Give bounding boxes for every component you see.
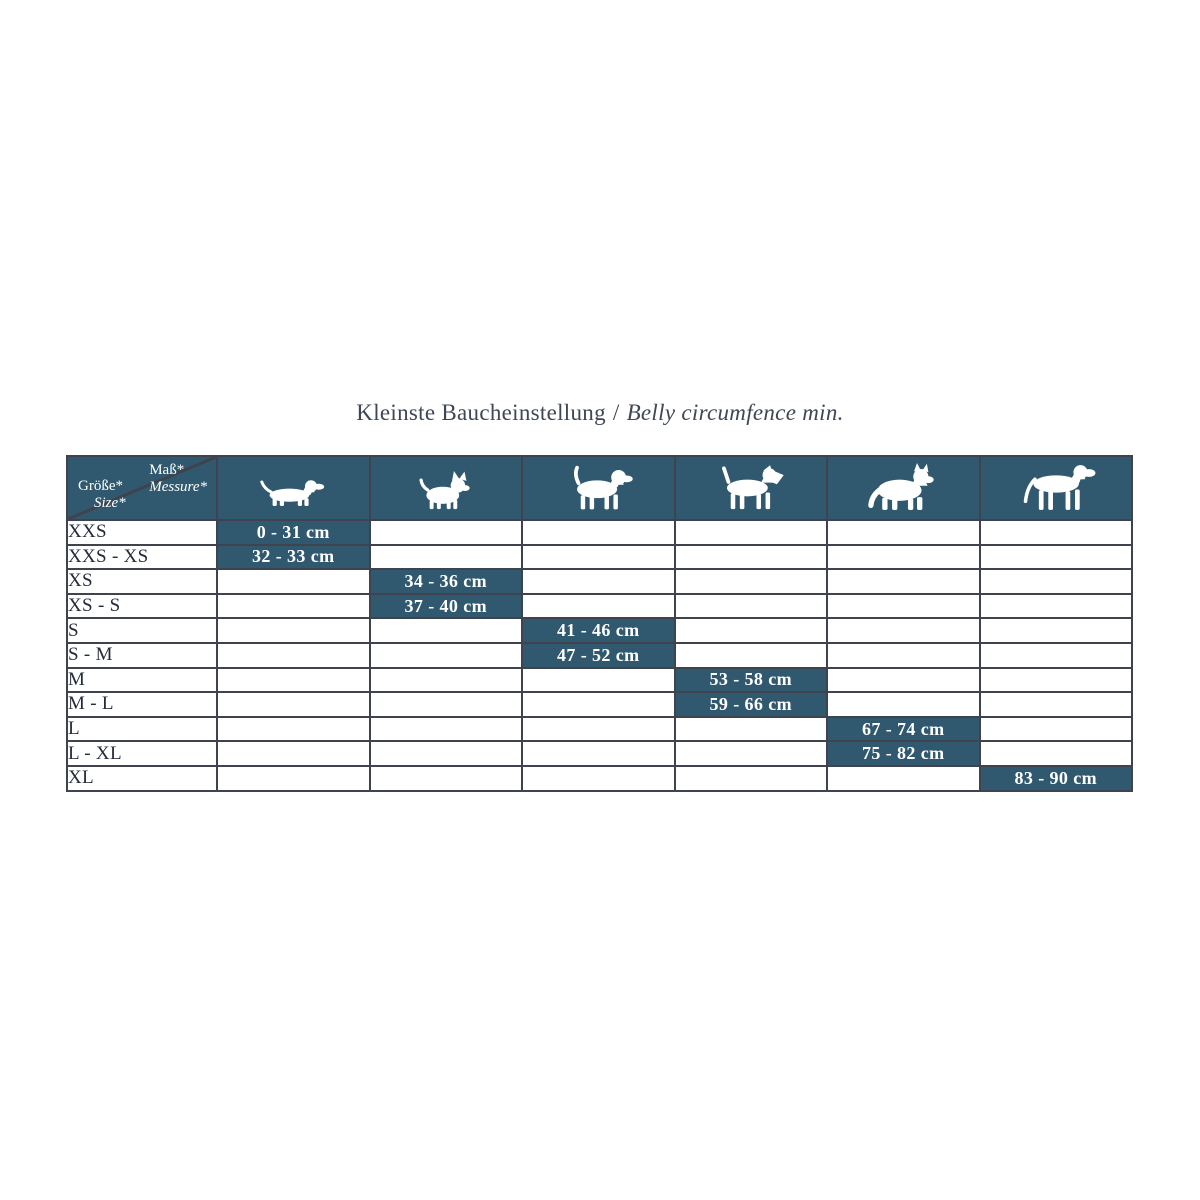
size-label: M - L [67, 692, 217, 717]
size-label-de: Größe* [78, 477, 123, 494]
empty-cell [370, 741, 523, 766]
yorkshire-terrier-icon [371, 469, 522, 515]
size-chart-table [66, 455, 1133, 792]
size-label-en: Size* [94, 494, 126, 511]
table-row [67, 545, 1132, 570]
size-label: XS - S [67, 594, 217, 619]
empty-cell [370, 766, 523, 791]
empty-cell [675, 594, 828, 619]
empty-cell [217, 668, 370, 693]
empty-cell [217, 569, 370, 594]
table-row [67, 594, 1132, 619]
empty-cell [980, 569, 1133, 594]
empty-cell [675, 569, 828, 594]
empty-cell [217, 766, 370, 791]
empty-cell [522, 766, 675, 791]
empty-cell [370, 717, 523, 742]
empty-cell [827, 692, 980, 717]
empty-cell [980, 741, 1133, 766]
dog-column-header [217, 456, 370, 520]
dog-column-header [980, 456, 1133, 520]
empty-cell [675, 741, 828, 766]
empty-cell [217, 741, 370, 766]
empty-cell [675, 766, 828, 791]
empty-cell [522, 594, 675, 619]
measurement-cell: 47 - 52 cm [522, 643, 675, 668]
empty-cell [522, 520, 675, 545]
empty-cell [827, 618, 980, 643]
empty-cell [980, 717, 1133, 742]
dog-column-header [522, 456, 675, 520]
table-row [67, 766, 1132, 791]
empty-cell [217, 717, 370, 742]
empty-cell [827, 520, 980, 545]
title-english: Belly circumfence min. [626, 400, 844, 425]
size-label: L [67, 717, 217, 742]
empty-cell [522, 668, 675, 693]
measure-label-en: Messure* [149, 479, 207, 496]
empty-cell [980, 692, 1133, 717]
empty-cell [370, 692, 523, 717]
table-row [67, 618, 1132, 643]
dachshund-icon [218, 473, 369, 515]
empty-cell [217, 692, 370, 717]
empty-cell [980, 594, 1133, 619]
empty-cell [370, 545, 523, 570]
measurement-cell: 37 - 40 cm [370, 594, 523, 619]
title-german: Kleinste Baucheinstellung [356, 400, 606, 425]
great-dane-icon [981, 462, 1132, 517]
size-label: S - M [67, 643, 217, 668]
title-separator: / [612, 400, 620, 425]
empty-cell [370, 618, 523, 643]
empty-cell [370, 668, 523, 693]
empty-cell [827, 668, 980, 693]
empty-cell [522, 692, 675, 717]
header-row [67, 456, 1132, 520]
empty-cell [370, 520, 523, 545]
empty-cell [827, 766, 980, 791]
measurement-cell: 34 - 36 cm [370, 569, 523, 594]
empty-cell [827, 643, 980, 668]
empty-cell [675, 643, 828, 668]
size-label: XL [67, 766, 217, 791]
empty-cell [675, 545, 828, 570]
empty-cell [522, 717, 675, 742]
fox-terrier-icon [676, 463, 827, 516]
table-row [67, 717, 1132, 742]
size-label: XXS [67, 520, 217, 545]
empty-cell [980, 618, 1133, 643]
page-title [0, 400, 1200, 426]
empty-cell [980, 668, 1133, 693]
measurement-cell: 53 - 58 cm [675, 668, 828, 693]
empty-cell [827, 545, 980, 570]
empty-cell [980, 643, 1133, 668]
empty-cell [980, 545, 1133, 570]
measure-label [149, 462, 207, 497]
measurement-cell: 59 - 66 cm [675, 692, 828, 717]
measurement-cell: 83 - 90 cm [980, 766, 1133, 791]
empty-cell [522, 741, 675, 766]
measurement-cell: 32 - 33 cm [217, 545, 370, 570]
size-label: XS [67, 569, 217, 594]
size-header-label [78, 478, 126, 513]
husky-icon [828, 463, 979, 516]
corner-cell [67, 456, 217, 520]
table-row [67, 643, 1132, 668]
empty-cell [827, 569, 980, 594]
empty-cell [980, 520, 1133, 545]
measurement-cell: 75 - 82 cm [827, 741, 980, 766]
measure-label-de: Maß* [149, 462, 185, 478]
table-row [67, 520, 1132, 545]
size-label: XXS - XS [67, 545, 217, 570]
size-label: S [67, 618, 217, 643]
dog-column-header [370, 456, 523, 520]
jack-russell-icon [523, 464, 674, 516]
empty-cell [522, 545, 675, 570]
empty-cell [217, 643, 370, 668]
size-label: M [67, 668, 217, 693]
measurement-cell: 67 - 74 cm [827, 717, 980, 742]
table-row [67, 569, 1132, 594]
empty-cell [675, 717, 828, 742]
measurement-cell: 0 - 31 cm [217, 520, 370, 545]
empty-cell [675, 520, 828, 545]
empty-cell [217, 618, 370, 643]
empty-cell [370, 643, 523, 668]
empty-cell [522, 569, 675, 594]
table-row [67, 692, 1132, 717]
empty-cell [675, 618, 828, 643]
dog-column-header [675, 456, 828, 520]
empty-cell [827, 594, 980, 619]
table-row [67, 741, 1132, 766]
empty-cell [217, 594, 370, 619]
size-label: L - XL [67, 741, 217, 766]
table-row [67, 668, 1132, 693]
dog-column-header [827, 456, 980, 520]
measurement-cell: 41 - 46 cm [522, 618, 675, 643]
